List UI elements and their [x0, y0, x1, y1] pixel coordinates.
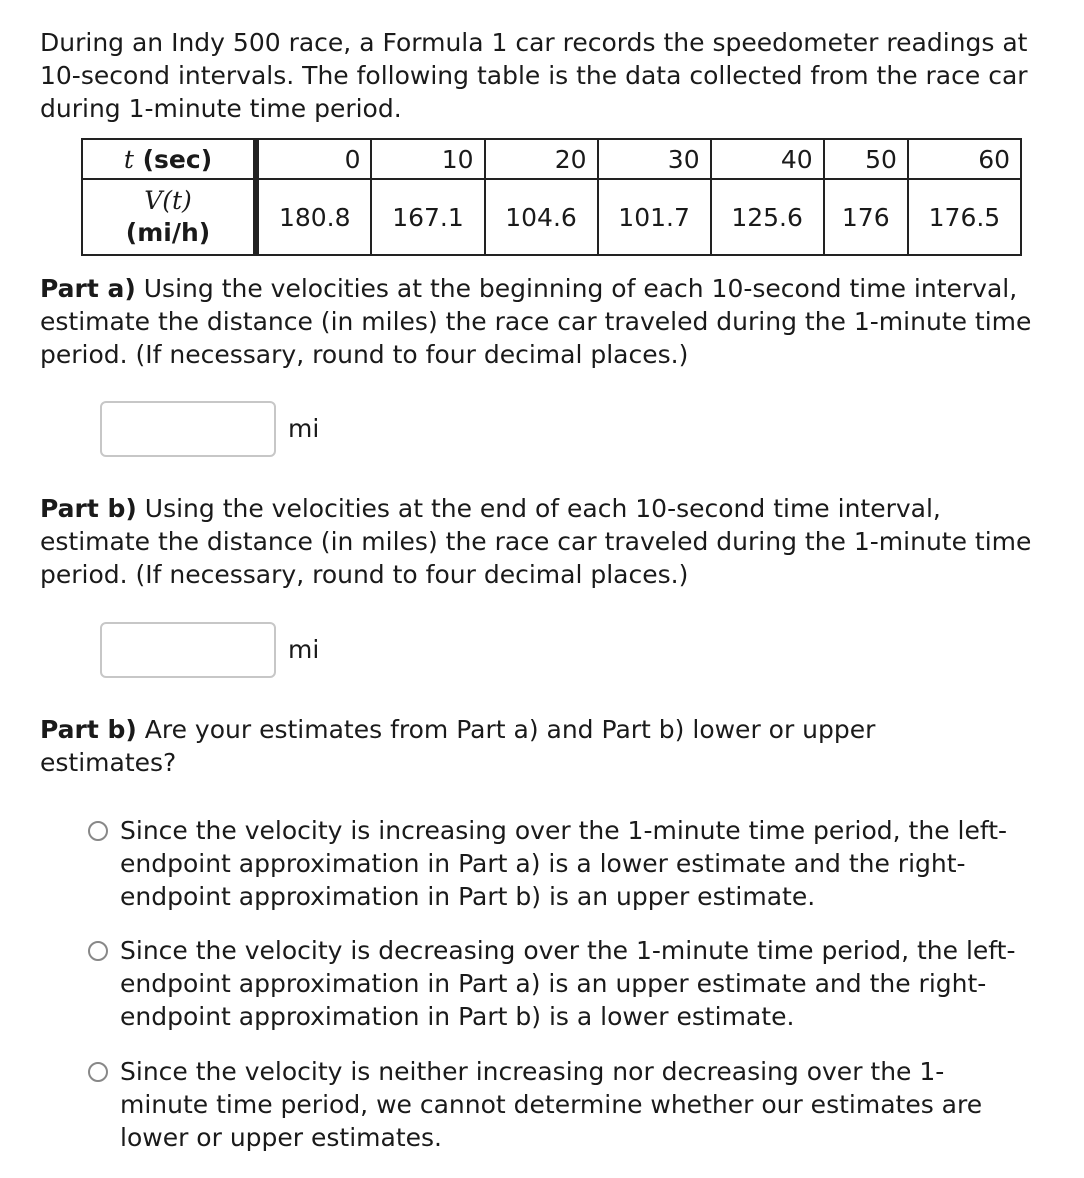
- time-cell: 60: [908, 139, 1021, 179]
- part-b-unit: mi: [288, 635, 320, 664]
- part-a-question: [40, 272, 1040, 371]
- velocity-cell: 167.1: [371, 179, 484, 255]
- time-cell: 20: [485, 139, 598, 179]
- velocity-var: V(t): [144, 186, 192, 215]
- velocity-cell: 176.5: [908, 179, 1021, 255]
- part-c-label: Part b): [40, 715, 137, 744]
- option-label: Since the velocity is neither increasing nor decreasing over the 1-minute time period, we cannot determine whether our estimates are lower or upper estimates.: [120, 1057, 983, 1152]
- part-a-text: Using the velocities at the beginning of each 10-second time interval, estimate the distance (in miles) the race car traveled during the 1-minute time period. (If necessary, round to four decimal places.): [40, 274, 1032, 369]
- time-cell: 30: [598, 139, 711, 179]
- part-b-text: Using the velocities at the end of each 10-second time interval, estimate the distance (in miles) the race car traveled during the 1-minute time period. (If necessary, round to four decimal places.): [40, 494, 1032, 589]
- part-b-question: [40, 492, 1040, 591]
- velocity-cell: 125.6: [711, 179, 824, 255]
- velocity-cell: 101.7: [598, 179, 711, 255]
- option-decreasing[interactable]: [88, 934, 1028, 1033]
- time-header: [82, 139, 256, 179]
- velocity-cell: 104.6: [485, 179, 598, 255]
- velocity-header: [82, 179, 256, 255]
- part-b-label: Part b): [40, 494, 137, 523]
- part-a-unit: mi: [288, 414, 320, 443]
- part-c-question: [40, 713, 920, 779]
- radio-button[interactable]: [88, 1062, 108, 1082]
- part-b-answer-input[interactable]: [100, 622, 276, 678]
- radio-button[interactable]: [88, 941, 108, 961]
- velocity-row: [82, 179, 1021, 255]
- velocity-cell: 176: [824, 179, 908, 255]
- intro-text: During an Indy 500 race, a Formula 1 car records the speedometer readings at 10-second intervals. The following table is the data collected from the race car during 1-minute time period.: [40, 28, 1028, 123]
- part-c-text: Are your estimates from Part a) and Part b) lower or upper estimates?: [40, 715, 876, 777]
- option-neither[interactable]: [88, 1055, 1028, 1154]
- part-a-answer-input[interactable]: [100, 401, 276, 457]
- radio-button[interactable]: [88, 821, 108, 841]
- velocity-table: [81, 138, 1022, 256]
- part-a-label: Part a): [40, 274, 136, 303]
- time-unit: (sec): [133, 144, 213, 174]
- velocity-unit: (mi/h): [125, 218, 211, 247]
- velocity-cell: 180.8: [256, 179, 371, 255]
- time-row: [82, 139, 1021, 179]
- time-cell: 10: [371, 139, 484, 179]
- time-cell: 50: [824, 139, 908, 179]
- time-cell: 40: [711, 139, 824, 179]
- option-label: Since the velocity is decreasing over the 1-minute time period, the left-endpoint approximation in Part a) is an upper estimate and the right-endpoint approximation in Part b) is a lower estimate.: [120, 936, 1016, 1031]
- option-increasing[interactable]: [88, 814, 1028, 913]
- time-var: t: [123, 144, 134, 174]
- time-cell: 0: [256, 139, 371, 179]
- option-label: Since the velocity is increasing over the 1-minute time period, the left-endpoint approximation in Part a) is a lower estimate and the right-endpoint approximation in Part b) is an upper estimate.: [120, 816, 1008, 911]
